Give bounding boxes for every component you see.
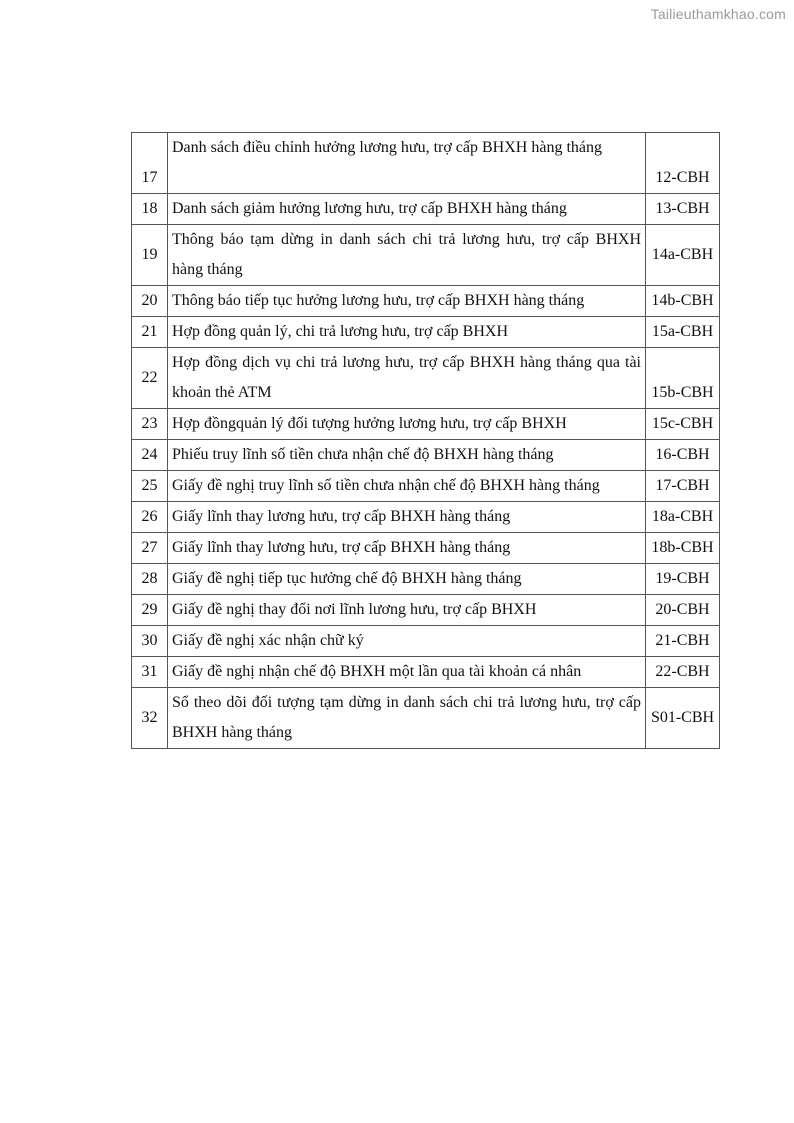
table-row bbox=[132, 133, 720, 194]
form-code: 21-CBH bbox=[646, 626, 720, 657]
row-number: 17 bbox=[132, 133, 168, 194]
table-row bbox=[132, 626, 720, 657]
form-name: Giấy lĩnh thay lương hưu, trợ cấp BHXH hàng tháng bbox=[168, 502, 646, 533]
form-name: Phiếu truy lĩnh số tiền chưa nhận chế độ BHXH hàng tháng bbox=[168, 440, 646, 471]
form-code: 12-CBH bbox=[646, 133, 720, 194]
row-number: 26 bbox=[132, 502, 168, 533]
table-row bbox=[132, 502, 720, 533]
row-number: 20 bbox=[132, 286, 168, 317]
row-number: 18 bbox=[132, 194, 168, 225]
forms-table bbox=[131, 132, 720, 749]
form-name: Sổ theo dõi đối tượng tạm dừng in danh sách chi trả lương hưu, trợ cấp BHXH hàng tháng bbox=[168, 688, 646, 749]
table-row bbox=[132, 688, 720, 749]
form-code: 15a-CBH bbox=[646, 317, 720, 348]
table-row bbox=[132, 471, 720, 502]
form-name: Hợp đồng quản lý, chi trả lương hưu, trợ cấp BHXH bbox=[168, 317, 646, 348]
table-row bbox=[132, 440, 720, 471]
form-code: 18b-CBH bbox=[646, 533, 720, 564]
row-number: 31 bbox=[132, 657, 168, 688]
form-name: Danh sách điều chỉnh hưởng lương hưu, trợ cấp BHXH hàng tháng bbox=[168, 133, 646, 194]
form-code: 18a-CBH bbox=[646, 502, 720, 533]
form-name: Giấy đề nghị nhận chế độ BHXH một lần qua tài khoản cá nhân bbox=[168, 657, 646, 688]
row-number: 19 bbox=[132, 225, 168, 286]
row-number: 23 bbox=[132, 409, 168, 440]
row-number: 30 bbox=[132, 626, 168, 657]
form-name: Giấy đề nghị thay đổi nơi lĩnh lương hưu, trợ cấp BHXH bbox=[168, 595, 646, 626]
table-row bbox=[132, 286, 720, 317]
table-row bbox=[132, 564, 720, 595]
form-name: Giấy đề nghị truy lĩnh số tiền chưa nhận chế độ BHXH hàng tháng bbox=[168, 471, 646, 502]
form-name: Thông báo tiếp tục hưởng lương hưu, trợ cấp BHXH hàng tháng bbox=[168, 286, 646, 317]
row-number: 21 bbox=[132, 317, 168, 348]
form-name: Thông báo tạm dừng in danh sách chi trả lương hưu, trợ cấp BHXH hàng tháng bbox=[168, 225, 646, 286]
form-code: 14a-CBH bbox=[646, 225, 720, 286]
table-row bbox=[132, 194, 720, 225]
table-row bbox=[132, 595, 720, 626]
row-number: 25 bbox=[132, 471, 168, 502]
form-code: 17-CBH bbox=[646, 471, 720, 502]
form-code: 19-CBH bbox=[646, 564, 720, 595]
table-row bbox=[132, 409, 720, 440]
form-code: 13-CBH bbox=[646, 194, 720, 225]
table-row bbox=[132, 533, 720, 564]
row-number: 32 bbox=[132, 688, 168, 749]
row-number: 22 bbox=[132, 348, 168, 409]
form-code: 22-CBH bbox=[646, 657, 720, 688]
form-code: 20-CBH bbox=[646, 595, 720, 626]
form-name: Hợp đồng dịch vụ chi trả lương hưu, trợ cấp BHXH hàng tháng qua tài khoản thẻ ATM bbox=[168, 348, 646, 409]
table-row bbox=[132, 348, 720, 409]
watermark-text: Tailieuthamkhao.com bbox=[650, 6, 786, 22]
form-name: Giấy lĩnh thay lương hưu, trợ cấp BHXH hàng tháng bbox=[168, 533, 646, 564]
form-code: 16-CBH bbox=[646, 440, 720, 471]
form-code: S01-CBH bbox=[646, 688, 720, 749]
form-code: 15b-CBH bbox=[646, 348, 720, 409]
table-row bbox=[132, 225, 720, 286]
row-number: 29 bbox=[132, 595, 168, 626]
form-name: Danh sách giảm hưởng lương hưu, trợ cấp BHXH hàng tháng bbox=[168, 194, 646, 225]
table-row bbox=[132, 317, 720, 348]
form-name: Giấy đề nghị xác nhận chữ ký bbox=[168, 626, 646, 657]
row-number: 27 bbox=[132, 533, 168, 564]
form-name: Hợp đồngquản lý đối tượng hưởng lương hưu, trợ cấp BHXH bbox=[168, 409, 646, 440]
form-name: Giấy đề nghị tiếp tục hưởng chế độ BHXH hàng tháng bbox=[168, 564, 646, 595]
row-number: 28 bbox=[132, 564, 168, 595]
row-number: 24 bbox=[132, 440, 168, 471]
form-code: 15c-CBH bbox=[646, 409, 720, 440]
table-row bbox=[132, 657, 720, 688]
form-code: 14b-CBH bbox=[646, 286, 720, 317]
